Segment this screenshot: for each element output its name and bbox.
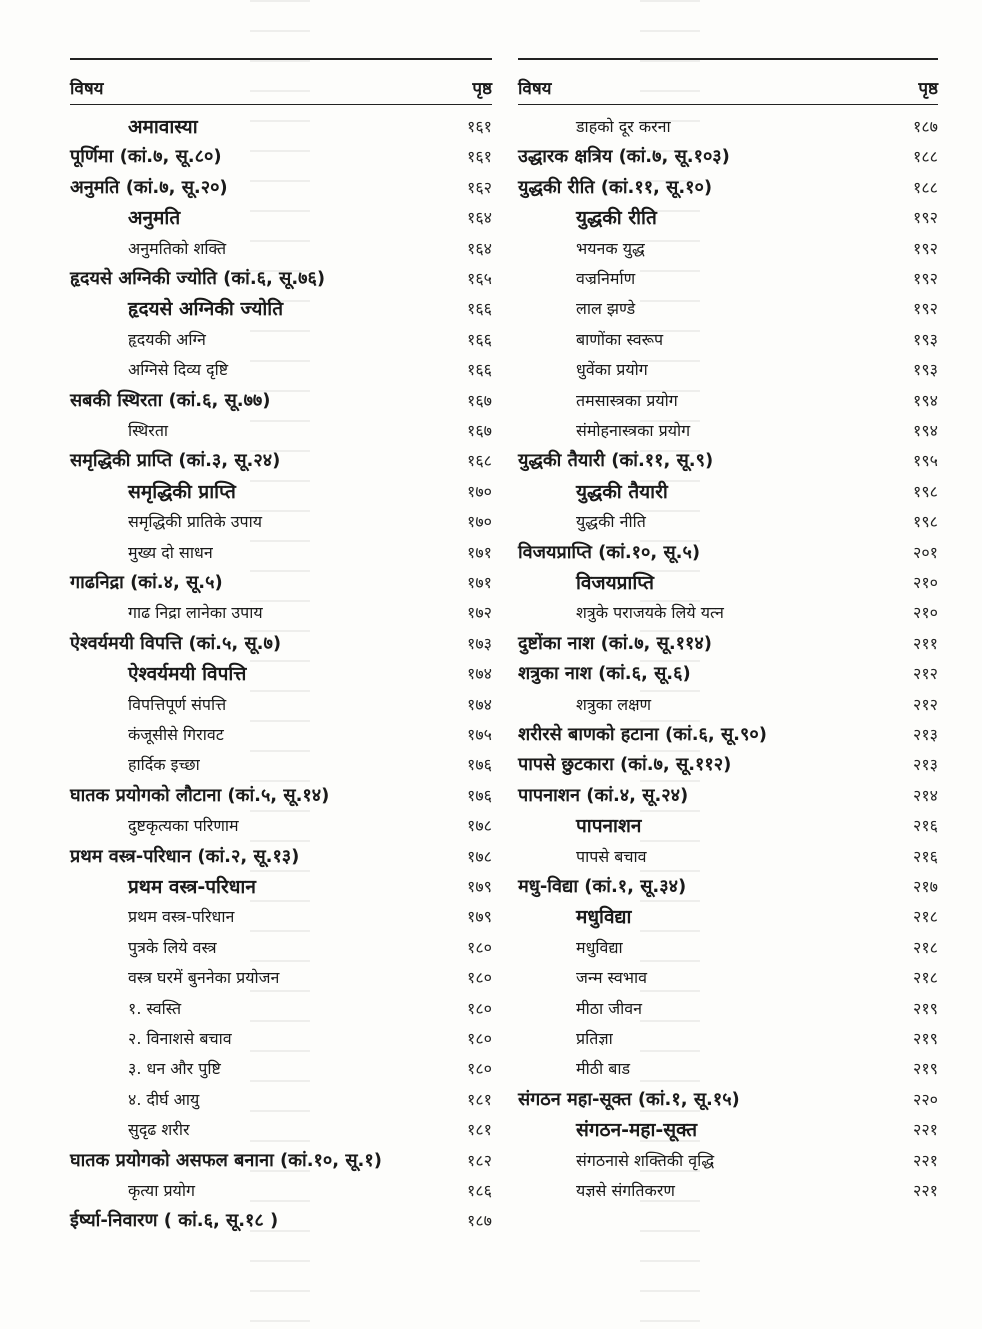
entry-title: कंजूसीसे गिरावट (128, 725, 224, 744)
entry-title: मीठी बाड (576, 1059, 631, 1079)
entry-title: युद्धकी नीति (576, 512, 646, 532)
entry-title: समृद्धिकी प्राप्ति (कां.३, सू.२४) (70, 450, 281, 472)
entry-page-number: १८६ (467, 1181, 492, 1200)
toc-entry (70, 264, 492, 294)
toc-entry (518, 994, 938, 1024)
entry-page-number: १६५ (467, 269, 492, 288)
entry-page-number: १७९ (467, 877, 492, 896)
entry-page-number: १६२ (467, 177, 492, 197)
entry-title: मधुविद्या (576, 937, 623, 957)
toc-entry (70, 1085, 492, 1115)
subject-heading: विषय (70, 79, 104, 99)
entry-page-number: १८२ (467, 1150, 492, 1170)
entry-title: अनुमतिको शक्ति (128, 238, 227, 258)
toc-entry (518, 750, 938, 780)
entry-title: ४. दीर्घ आयु (128, 1089, 200, 1109)
entry-page-number: १७५ (467, 725, 492, 744)
toc-entry (518, 659, 938, 689)
entry-page-number: २१४ (913, 785, 938, 805)
entry-title: संगठनासे शक्तिकी वृद्धि (576, 1150, 715, 1170)
toc-entry (70, 598, 492, 628)
toc-entry (518, 720, 938, 750)
entry-page-number: १७८ (467, 846, 492, 866)
entry-title: संगठन-महा-सूक्त (576, 1119, 698, 1142)
column-header (70, 68, 492, 102)
entry-page-number: १६६ (467, 329, 492, 349)
entry-title: वज्रनिर्माण (576, 269, 636, 288)
entry-page-number: २०१ (913, 542, 938, 562)
entry-page-number: १७३ (467, 633, 492, 653)
entry-page-number: २१२ (913, 694, 938, 714)
entry-page-number: १६४ (467, 208, 492, 228)
entry-title: समृद्धिकी प्राप्ति (128, 480, 236, 503)
entry-page-number: १८० (467, 998, 492, 1018)
toc-entry (518, 629, 938, 659)
toc-entry (70, 1146, 492, 1176)
entry-title: उद्धारक क्षत्रिय (कां.७, सू.१०३) (518, 146, 730, 168)
entry-page-number: १६८ (467, 451, 492, 471)
entry-title: शत्रुके पराजयके लिये यत्न (576, 603, 724, 623)
entry-page-number: १९२ (913, 208, 938, 228)
toc-entry (70, 416, 492, 446)
entry-page-number: १८० (467, 937, 492, 957)
toc-entry (518, 781, 938, 811)
entry-page-number: २१६ (913, 846, 938, 866)
entry-title: गाढनिद्रा (कां.४, सू.५) (70, 572, 223, 593)
entry-title: पापसे बचाव (576, 846, 647, 866)
entry-page-number: १८१ (467, 1120, 492, 1140)
entry-title: जन्म स्वभाव (576, 968, 648, 988)
entry-page-number: १७२ (467, 603, 492, 623)
entry-page-number: १७४ (467, 694, 492, 714)
toc-entry (70, 781, 492, 811)
toc-entry (518, 264, 938, 294)
entry-page-number: १९३ (913, 360, 938, 380)
entry-title: युद्धकी रीति (कां.११, सू.१०) (518, 176, 713, 198)
entry-page-number: १९४ (913, 390, 938, 410)
entry-title: शत्रुका नाश (कां.६, सू.६) (518, 663, 691, 685)
toc-entry (70, 720, 492, 750)
toc-entry (70, 507, 492, 537)
entry-page-number: १६६ (467, 299, 492, 319)
entry-title: घातक प्रयोगको असफल बनाना (कां.१०, सू.१) (70, 1149, 382, 1171)
entry-page-number: १७० (467, 481, 492, 501)
header-rule (70, 104, 492, 105)
entry-title: हृदयसे अग्निकी ज्योति (कां.६, सू.७६) (70, 268, 326, 289)
entry-page-number: १७४ (467, 664, 492, 684)
entry-title: प्रतिज्ञा (576, 1029, 613, 1048)
entry-page-number: १७१ (467, 542, 492, 562)
toc-entry (70, 872, 492, 902)
toc-entry (518, 173, 938, 203)
toc-entry (70, 355, 492, 385)
entry-title: अनुमति (128, 207, 181, 230)
toc-entry (70, 477, 492, 507)
toc-entry (518, 234, 938, 264)
toc-entry (70, 902, 492, 932)
entry-title: पुत्रके लिये वस्त्र (128, 937, 217, 957)
entry-page-number: २१० (913, 603, 938, 623)
entry-title: २. विनाशसे बचाव (128, 1029, 232, 1048)
entry-page-number: १९२ (913, 299, 938, 319)
toc-entry (70, 203, 492, 233)
entry-page-number: १९४ (913, 421, 938, 440)
toc-entry (518, 1115, 938, 1145)
toc-entry (518, 933, 938, 963)
entry-title: लाल झण्डे (576, 299, 636, 319)
entry-title: युद्धकी तैयारी (576, 480, 668, 503)
entry-title: अनुमति (कां.७, सू.२०) (70, 176, 228, 198)
entry-page-number: १९८ (913, 512, 938, 532)
toc-entry (70, 173, 492, 203)
entry-title: मुख्य दो साधन (128, 542, 213, 562)
entry-page-number: १६१ (467, 117, 492, 136)
entry-title: गाढ निद्रा लानेका उपाय (128, 603, 263, 623)
entry-page-number: १७० (467, 512, 492, 532)
entry-title: डाहको दूर करना (576, 117, 671, 136)
toc-entry (70, 386, 492, 416)
entry-page-number: २२० (913, 1089, 938, 1109)
entry-page-number: १७१ (467, 573, 492, 592)
entry-page-number: १७६ (467, 755, 492, 775)
subject-heading: विषय (518, 79, 552, 99)
entry-page-number: २१९ (913, 998, 938, 1018)
header-rule (518, 104, 938, 105)
toc-entry (518, 386, 938, 416)
toc-entry (518, 1024, 938, 1054)
entry-page-number: १६४ (467, 238, 492, 258)
toc-entry (518, 355, 938, 385)
entry-title: शरीरसे बाणको हटाना (कां.६, सू.९०) (518, 724, 767, 745)
toc-entry (70, 1206, 492, 1236)
toc-entry (70, 1115, 492, 1145)
toc-entry (518, 872, 938, 902)
entry-title: ऐश्वर्यमयी विपत्ति (कां.५, सू.७) (70, 632, 282, 654)
toc-entry (518, 902, 938, 932)
toc-entry (70, 933, 492, 963)
entry-title: विजयप्राप्ति (कां.१०, सू.५) (518, 541, 701, 563)
toc-entry (518, 538, 938, 568)
entry-title: स्थिरता (128, 421, 169, 440)
entry-page-number: १८० (467, 1059, 492, 1079)
entry-title: संगठन महा-सूक्त (कां.१, सू.१५) (518, 1088, 740, 1110)
toc-entry (518, 203, 938, 233)
entry-title: तमसास्त्रका प्रयोग (576, 390, 678, 410)
entry-page-number: १९८ (913, 481, 938, 501)
entry-title: समृद्धिकी प्रातिके उपाय (128, 512, 262, 532)
entry-page-number: २१९ (913, 1059, 938, 1079)
top-rule (518, 58, 938, 60)
entry-title: मीठा जीवन (576, 998, 643, 1018)
entry-title: कृत्या प्रयोग (128, 1181, 195, 1200)
entry-page-number: २१३ (913, 755, 938, 775)
entry-page-number: १९२ (913, 238, 938, 258)
entry-title: पूर्णिमा (कां.७, सू.८०) (70, 146, 222, 168)
toc-entry (70, 1176, 492, 1206)
toc-entry (518, 1085, 938, 1115)
toc-entry (518, 568, 938, 598)
page-heading: पृष्ठ (472, 79, 492, 99)
entry-page-number: २१८ (913, 907, 938, 927)
entry-title: प्रथम वस्त्र-परिधान (128, 907, 235, 927)
entry-title: यज्ञसे संगतिकरण (576, 1181, 675, 1200)
entry-page-number: १६१ (467, 147, 492, 167)
toc-entry (518, 842, 938, 872)
entry-title: दुष्टोंका नाश (कां.७, सू.११४) (518, 632, 712, 654)
entry-page-number: १८० (467, 1029, 492, 1048)
entry-page-number: १८७ (913, 117, 938, 136)
entry-page-number: १६७ (467, 421, 492, 440)
entry-title: वस्त्र घरमें बुननेका प्रयोजन (128, 968, 280, 988)
toc-entry (518, 1176, 938, 1206)
entry-title: शत्रुका लक्षण (576, 694, 652, 714)
entry-page-number: १८८ (913, 177, 938, 197)
entry-title: सुदृढ शरीर (128, 1120, 190, 1140)
toc-entry (70, 629, 492, 659)
top-rule (70, 58, 492, 60)
toc-entry (70, 994, 492, 1024)
entry-page-number: २११ (913, 633, 938, 653)
entry-page-number: १८८ (913, 147, 938, 167)
entry-title: हृदयकी अग्नि (128, 329, 206, 349)
entry-page-number: २१२ (913, 664, 938, 684)
entry-title: १. स्वस्ति (128, 998, 182, 1018)
entry-title: हृदयसे अग्निकी ज्योति (128, 298, 284, 321)
entry-page-number: २२१ (913, 1120, 938, 1140)
toc-entry (70, 446, 492, 476)
toc-entry (70, 294, 492, 324)
entry-title: संमोहनास्त्रका प्रयोग (576, 421, 691, 440)
toc-entry (70, 659, 492, 689)
toc-entry (518, 446, 938, 476)
entry-title: घातक प्रयोगको लौटाना (कां.५, सू.१४) (70, 784, 330, 806)
entry-title: बाणोंका स्वरूप (576, 329, 664, 349)
toc-entry (518, 1146, 938, 1176)
toc-entry (518, 294, 938, 324)
toc-entry (518, 963, 938, 993)
entry-page-number: १८० (467, 968, 492, 988)
entry-title: धुवेंका प्रयोग (576, 360, 648, 380)
page-heading: पृष्ठ (918, 79, 938, 99)
entry-page-number: १९५ (913, 451, 938, 471)
toc-entry (518, 507, 938, 537)
entry-page-number: १६७ (467, 390, 492, 410)
toc-entry (70, 842, 492, 872)
entry-page-number: २१८ (913, 968, 938, 988)
toc-entry (70, 811, 492, 841)
toc-entry (70, 963, 492, 993)
entry-page-number: २१९ (913, 1029, 938, 1048)
toc-entry (518, 598, 938, 628)
toc-entry (70, 538, 492, 568)
entry-title: भयनक युद्ध (576, 238, 645, 258)
entry-page-number: २१६ (913, 816, 938, 836)
entry-page-number: २१८ (913, 937, 938, 957)
entry-title: युद्धकी रीति (576, 207, 657, 230)
entry-page-number: २२१ (913, 1181, 938, 1200)
toc-entry (70, 142, 492, 172)
entry-title: मधुविद्या (576, 906, 632, 929)
entry-page-number: १९३ (913, 329, 938, 349)
column-header (518, 68, 938, 102)
entry-page-number: २२१ (913, 1150, 938, 1170)
entry-title: विपत्तिपूर्ण संपत्ति (128, 694, 227, 714)
entry-title: दुष्टकृत्यका परिणाम (128, 816, 239, 836)
entry-page-number: १७८ (467, 816, 492, 836)
entry-page-number: १७९ (467, 907, 492, 927)
toc-entry (518, 142, 938, 172)
entry-page-number: १८७ (467, 1211, 492, 1231)
toc-entry (518, 112, 938, 142)
toc-entry (70, 750, 492, 780)
entry-title: अमावास्या (128, 116, 198, 138)
entry-page-number: १९२ (913, 269, 938, 288)
toc-entry (70, 1054, 492, 1084)
entry-title: अग्निसे दिव्य दृष्टि (128, 360, 229, 380)
entry-title: पापसे छुटकारा (कां.७, सू.११२) (518, 754, 732, 776)
entry-page-number: २१३ (913, 725, 938, 744)
entry-title: पापनाशन (कां.४, सू.२४) (518, 784, 689, 806)
entry-title: प्रथम वस्त्र-परिधान (कां.२, सू.१३) (70, 845, 300, 867)
entry-title: विजयप्राप्ति (576, 572, 654, 594)
entry-title: पापनाशन (576, 815, 642, 838)
entry-page-number: १७६ (467, 785, 492, 805)
toc-entry (518, 811, 938, 841)
toc-entry (70, 325, 492, 355)
entry-title: मधु-विद्या (कां.१, सू.३४) (518, 876, 687, 897)
toc-entry (70, 568, 492, 598)
entry-page-number: १६६ (467, 360, 492, 380)
toc-entry (70, 112, 492, 142)
toc-entry (518, 1054, 938, 1084)
toc-entry (518, 690, 938, 720)
toc-entry (518, 477, 938, 507)
toc-entry (518, 416, 938, 446)
entry-title: प्रथम वस्त्र-परिधान (128, 876, 256, 898)
entry-title: हार्दिक इच्छा (128, 755, 200, 775)
entry-page-number: २१७ (913, 877, 938, 896)
entry-page-number: १८१ (467, 1089, 492, 1109)
toc-entry (70, 234, 492, 264)
entry-title: ३. धन और पुष्टि (128, 1059, 221, 1079)
entry-title: ईर्ष्या-निवारण ( कां.६, सू.१८ ) (70, 1210, 279, 1232)
entry-page-number: २१० (913, 573, 938, 592)
entry-title: युद्धकी तैयारी (कां.११, सू.९) (518, 450, 714, 472)
toc-entry (70, 690, 492, 720)
entry-title: सबकी स्थिरता (कां.६, सू.७७) (70, 389, 271, 411)
entry-title: ऐश्वर्यमयी विपत्ति (128, 663, 247, 686)
toc-entry (518, 325, 938, 355)
toc-entry (70, 1024, 492, 1054)
